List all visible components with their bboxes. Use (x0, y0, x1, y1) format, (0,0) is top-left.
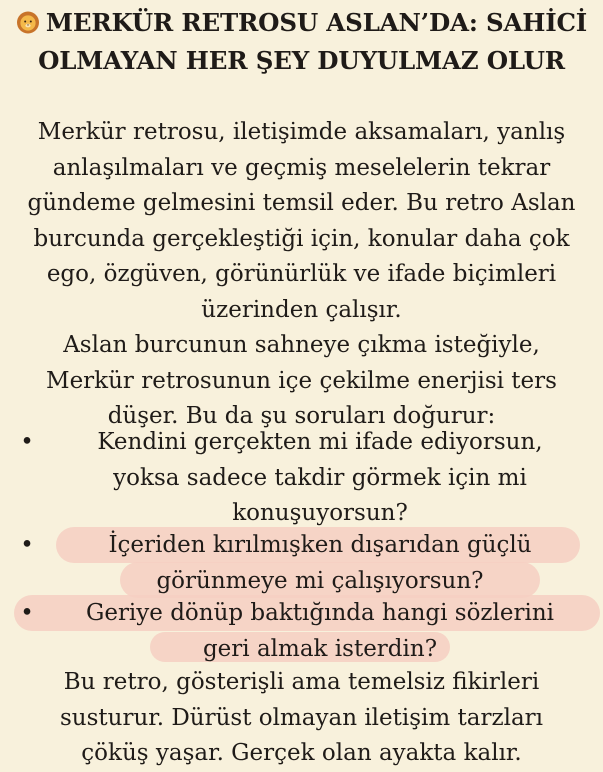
bullet-line: yoksa sadece takdir görmek için mi (113, 464, 527, 491)
bullet-line: İçeriden kırılmışken dışarıdan güçlü (108, 532, 532, 558)
outro-line: susturur. Dürüst olmayan iletişim tarzları (59, 704, 544, 731)
bullet-marker: • (20, 429, 34, 455)
bullet-line: görünmeye mi çalışıyorsun? (156, 567, 484, 594)
intro-line: Merkür retrosunun içe çekilme enerjisi ters (46, 367, 557, 394)
bullet-text (70, 528, 570, 599)
intro-line: gündeme gelmesini temsil eder. Bu retro Aslan (27, 190, 576, 216)
lion-face-icon (16, 10, 40, 34)
intro-line: Aslan burcunun sahneye çıkma isteğiyle, (63, 332, 540, 358)
intro-line: üzerinden çalışır. (201, 296, 402, 323)
page-title (0, 4, 603, 80)
intro-line: burcunda gerçekleştiği için, konular daha çok (33, 225, 570, 252)
bullet-line: konuşuyorsun? (232, 500, 408, 526)
bullet-line: geri almak isterdin? (202, 635, 438, 662)
bullet-marker: • (20, 532, 34, 558)
outro-line: Bu retro, gösterişli ama temelsiz fikirleri (63, 669, 540, 695)
intro-line: ego, özgüven, görünürlük ve ifade biçimleri (46, 261, 557, 287)
bullet-text (70, 425, 570, 532)
bullet-line: Geriye dönüp baktığında hangi sözlerini (85, 600, 555, 626)
title-line-2: OLMAYAN HER ŞEY DUYULMAZ OLUR (38, 46, 565, 75)
title-line-1 (0, 4, 603, 42)
bullet-line: Kendini gerçekten mi ifade ediyorsun, (97, 429, 543, 455)
bullet-marker: • (20, 600, 34, 626)
intro-line: düşer. Bu da şu soruları doğurur: (107, 403, 496, 429)
bullet-text (70, 596, 570, 667)
outro-paragraph (0, 665, 603, 772)
title-line-1-text: MERKÜR RETROSU ASLAN’DA: SAHİCİ (45, 8, 588, 37)
outro-line: çöküş yaşar. Gerçek olan ayakta kalır. (81, 740, 522, 766)
intro-line: anlaşılmaları ve geçmiş meselelerin tekrar (52, 154, 551, 181)
intro-line: Merkür retrosu, iletişimde aksamaları, yanlış (37, 119, 566, 145)
intro-paragraph (0, 115, 603, 435)
